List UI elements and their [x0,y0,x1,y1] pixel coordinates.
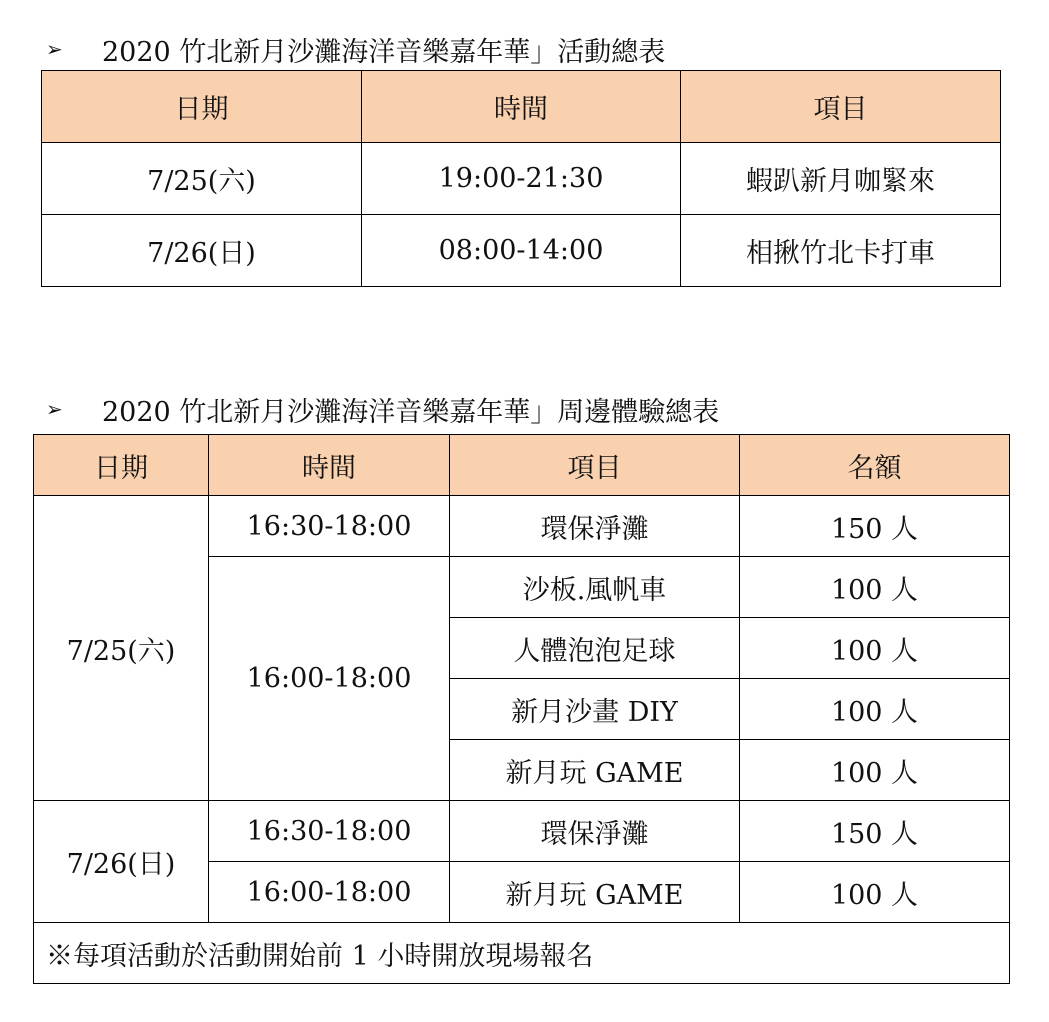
cell-item: 新月玩 GAME [450,740,740,801]
section1-heading [46,32,665,66]
table-row [42,143,1001,215]
cell-item: 新月沙畫 DIY [450,679,740,740]
header-date: 日期 [34,435,209,496]
header-date: 日期 [42,71,362,143]
cell-time: 16:00-18:00 [209,862,450,923]
cell-quota: 100 人 [740,862,1010,923]
cell-time: 16:30-18:00 [209,801,450,862]
cell-date: 7/26(日) [42,215,362,287]
cell-quota: 100 人 [740,740,1010,801]
cell-quota: 100 人 [740,618,1010,679]
section2-heading [46,392,719,426]
table-row [34,496,1010,557]
cell-date: 7/25(六) [42,143,362,215]
table-row [34,801,1010,862]
header-item: 項目 [450,435,740,496]
arrow-bullet-icon: ➢ [46,37,63,61]
cell-time: 08:00-14:00 [362,215,681,287]
header-item: 項目 [681,71,1001,143]
cell-item: 人體泡泡足球 [450,618,740,679]
header-time: 時間 [209,435,450,496]
table-row [42,215,1001,287]
cell-quota: 150 人 [740,496,1010,557]
cell-item: 環保淨灘 [450,496,740,557]
cell-item: 蝦趴新月咖緊來 [681,143,1001,215]
table-header-row [34,435,1010,496]
activity-schedule-table [41,70,1001,287]
table-header-row [42,71,1001,143]
experience-schedule-table [33,434,1010,984]
cell-time: 16:00-18:00 [209,557,450,801]
section2-title: 2020 竹北新月沙灘海洋音樂嘉年華」周邊體驗總表 [102,396,720,428]
note-row [34,923,1010,984]
cell-item: 新月玩 GAME [450,862,740,923]
cell-time: 19:00-21:30 [362,143,681,215]
header-quota: 名額 [740,435,1010,496]
arrow-bullet-icon: ➢ [46,397,63,421]
registration-note: ※每項活動於活動開始前 1 小時開放現場報名 [34,923,1010,984]
header-time: 時間 [362,71,681,143]
cell-date: 7/26(日) [34,801,209,923]
cell-item: 沙板.風帆車 [450,557,740,618]
cell-item: 環保淨灘 [450,801,740,862]
cell-quota: 100 人 [740,557,1010,618]
section1-title: 2020 竹北新月沙灘海洋音樂嘉年華」活動總表 [102,36,666,68]
cell-quota: 100 人 [740,679,1010,740]
cell-time: 16:30-18:00 [209,496,450,557]
cell-date: 7/25(六) [34,496,209,801]
cell-item: 相揪竹北卡打車 [681,215,1001,287]
cell-quota: 150 人 [740,801,1010,862]
